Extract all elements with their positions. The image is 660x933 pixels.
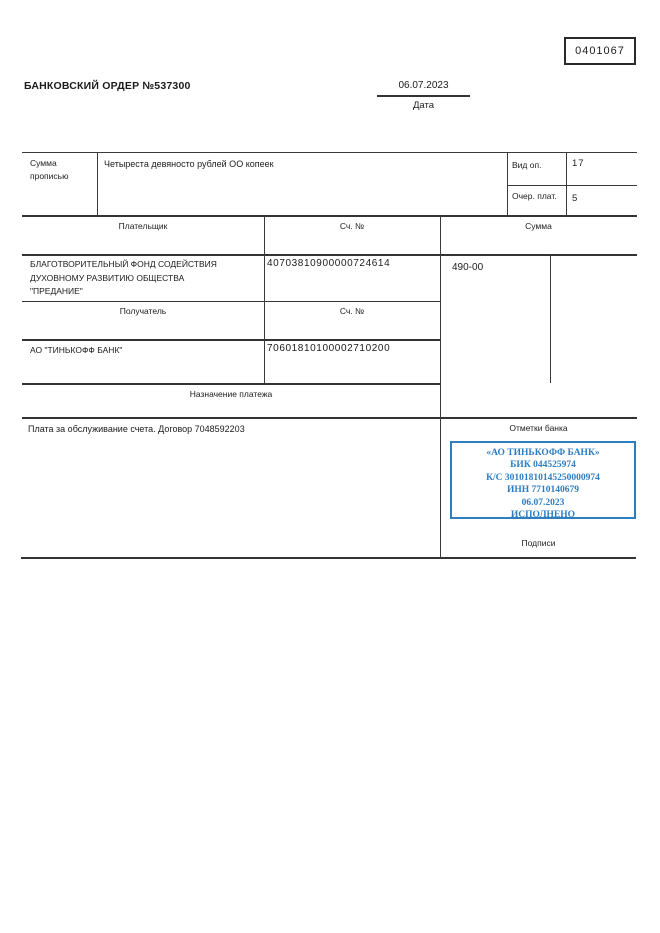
amount-header: Сумма — [525, 221, 552, 231]
vline-amount-split — [550, 254, 551, 383]
date-block — [377, 80, 470, 111]
priority-value: 5 — [572, 193, 578, 204]
vline-payer-account — [264, 215, 265, 383]
hline-payee-header-bottom — [22, 339, 440, 341]
stamp-line-corr-account: К/С 30101810145250000974 — [486, 472, 600, 483]
form-code: 0401067 — [575, 45, 625, 57]
hline-purpose-bottom — [22, 417, 637, 419]
form-code-box — [564, 37, 636, 65]
vline-op-left — [507, 152, 508, 215]
bank-marks-header: Отметки банка — [509, 423, 568, 433]
op-type-label: Вид оп. — [512, 160, 542, 170]
hline-row1-top — [22, 152, 637, 153]
hline-payee-header-top — [22, 301, 440, 302]
payee-account-header: Сч. № — [339, 306, 365, 316]
payee-account-number: 70601810100002710200 — [267, 343, 391, 354]
hline-row1-bottom — [22, 215, 637, 217]
vline-amount-column — [440, 215, 441, 559]
hline-purpose-top — [22, 383, 440, 385]
purpose-value: Плата за обслуживание счета. Договор 7048592203 — [28, 424, 245, 434]
hline-op-divider — [507, 185, 637, 186]
purpose-header: Назначение платежа — [189, 389, 273, 399]
payer-account-number: 40703810900000724614 — [267, 258, 391, 269]
stamp-line-inn: ИНН 7710140679 — [506, 485, 580, 496]
vline-op-value — [566, 152, 567, 215]
bank-stamp — [450, 441, 636, 519]
payee-header: Получатель — [119, 306, 167, 316]
hline-bottom — [21, 557, 636, 559]
stamp-line-bank-name: «АО ТИНЬКОФФ БАНК» — [486, 448, 600, 458]
priority-label: Очер. плат. — [512, 191, 557, 201]
date-value: 06.07.2023 — [377, 80, 470, 97]
payer-name-line-1: БЛАГОТВОРИТЕЛЬНЫЙ ФОНД СОДЕЙСТВИЯ — [30, 259, 217, 269]
payee-name: АО "ТИНЬКОФФ БАНК" — [30, 345, 123, 355]
amount-value: 490-00 — [452, 262, 484, 273]
op-type-value: 17 — [572, 158, 585, 169]
payer-account-header: Сч. № — [339, 221, 365, 231]
payer-name — [30, 258, 260, 299]
amount-in-words-value: Четыреста девяносто рублей ОО копеек — [104, 159, 274, 169]
payer-name-line-2: ДУХОВНОМУ РАЗВИТИЮ ОБЩЕСТВА — [30, 272, 185, 283]
date-label: Дата — [412, 100, 435, 111]
payer-name-line-3: "ПРЕДАНИЕ" — [30, 286, 83, 296]
stamp-line-status: ИСПОЛНЕНО — [510, 510, 576, 521]
signatures-label: Подписи — [521, 538, 556, 548]
page-title: БАНКОВСКИЙ ОРДЕР №537300 — [24, 80, 191, 92]
vline-sum-label — [97, 152, 98, 215]
hline-payer-header-bottom — [22, 254, 637, 256]
stamp-line-date: 06.07.2023 — [521, 497, 565, 508]
amount-in-words-label: Сумма прописью — [30, 158, 69, 181]
stamp-line-bik: БИК 044525974 — [510, 460, 576, 471]
payer-header: Плательщик — [118, 221, 168, 231]
